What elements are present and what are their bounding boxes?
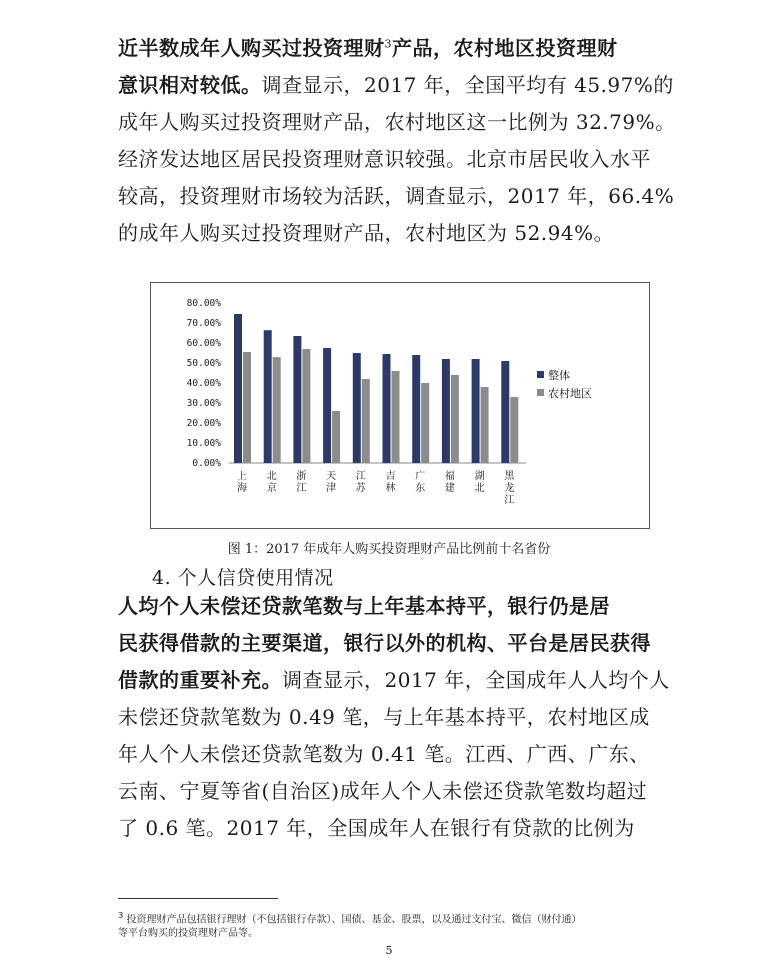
- bar-rural: [421, 383, 429, 463]
- section-heading: 4. 个人信贷使用情况: [152, 567, 334, 589]
- x-category-label: 福建: [444, 471, 455, 494]
- body-text: 调查显示，2017 年，全国成年人人均个人: [282, 668, 670, 692]
- bar-rural: [332, 411, 340, 463]
- bar-overall: [293, 336, 301, 463]
- x-category-label: 广东: [415, 471, 426, 494]
- legend-swatch: [537, 389, 544, 396]
- bar-overall: [353, 353, 361, 463]
- body-text: 调查显示，2017 年，全国平均有 45.97%的: [261, 73, 674, 97]
- paragraph-line: 年人个人未偿还贷款笔数为 0.41 笔。江西、广西、广东、: [118, 742, 650, 766]
- paragraph-line: [118, 30, 678, 67]
- page-number: 5: [385, 944, 393, 957]
- x-category-label: 北京: [266, 471, 277, 494]
- paragraph-credit: [118, 588, 678, 847]
- bar-rural: [510, 397, 518, 463]
- paragraph-line: 经济发达地区居民投资理财意识较强。北京市居民收入水平: [118, 147, 651, 171]
- footnote-text: 投资理财产品包括银行理财（不包括银行存款）、国债、基金、股票，以及通过支付宝、微信（财付通）: [126, 914, 582, 926]
- bold-text: 民获得借款的主要渠道，银行以外的机构、平台是居民获得: [118, 631, 651, 655]
- y-tick-label: 20.00%: [186, 418, 221, 429]
- bar-rural: [451, 375, 459, 463]
- bold-text: 产品，农村地区投资理财: [392, 36, 618, 60]
- paragraph-investment: [118, 30, 678, 252]
- legend-label: 整体: [548, 369, 570, 382]
- bar-overall: [323, 348, 331, 463]
- y-tick-label: 0.00%: [192, 458, 221, 469]
- bar-overall: [501, 361, 509, 463]
- bold-text: 意识相对较低。: [118, 73, 262, 97]
- x-category-label: 浙江: [296, 471, 307, 494]
- bar-overall: [264, 330, 272, 463]
- paragraph-line: 成年人购买过投资理财产品，农村地区这一比例为 32.79%。: [118, 110, 676, 134]
- legend-swatch: [537, 371, 544, 378]
- x-category-label: 湖北: [474, 471, 485, 494]
- y-tick-label: 40.00%: [186, 378, 221, 389]
- paragraph-line: [118, 662, 678, 699]
- y-tick-label: 60.00%: [186, 338, 221, 349]
- paragraph-line: 的成年人购买过投资理财产品，农村地区为 52.94%。: [118, 221, 615, 245]
- paragraph-line: 了 0.6 笔。2017 年，全国成年人在银行有贷款的比例为: [118, 816, 635, 840]
- paragraph-line: [118, 67, 678, 104]
- x-category-label: 天津: [326, 471, 337, 494]
- x-category-label: 吉林: [385, 471, 396, 494]
- bar-rural: [481, 387, 489, 463]
- x-category-label: 江苏: [355, 471, 366, 494]
- paragraph-line: 云南、宁夏等省(自治区)成年人个人未偿还贷款笔数均超过: [118, 779, 648, 803]
- x-category-label: 上海: [237, 471, 247, 494]
- footnote-marker[interactable]: 3: [384, 37, 392, 51]
- x-category-label: 黑龙江: [504, 471, 515, 506]
- y-tick-label: 70.00%: [186, 318, 221, 329]
- footnote-divider: [118, 898, 278, 899]
- legend-label: 农村地区: [548, 387, 592, 400]
- paragraph-line: [118, 588, 678, 625]
- footnote-marker: 3: [118, 910, 124, 920]
- figure-caption: 图 1：2017 年成年人购买投资理财产品比例前十名省份: [227, 542, 551, 557]
- y-tick-label: 50.00%: [186, 358, 221, 369]
- bold-text: 人均个人未偿还贷款笔数与上年基本持平，银行仍是居: [118, 594, 610, 618]
- bar-rural: [392, 371, 400, 463]
- paragraph-line: 未偿还贷款笔数为 0.49 笔，与上年基本持平，农村地区成: [118, 705, 650, 729]
- bold-text: 近半数成年人购买过投资理财: [118, 36, 385, 60]
- y-tick-label: 10.00%: [186, 438, 221, 449]
- bar-rural: [302, 349, 310, 463]
- bar-overall: [442, 359, 450, 463]
- bar-overall: [383, 354, 391, 463]
- y-tick-label: 80.00%: [186, 298, 221, 309]
- bar-overall: [234, 314, 242, 463]
- y-tick-label: 30.00%: [186, 398, 221, 409]
- bar-overall: [472, 359, 480, 463]
- paragraph-line: [118, 625, 678, 662]
- bar-chart: [151, 283, 649, 528]
- footnote-line: 等平台购买的投资理财产品等。: [118, 928, 258, 940]
- bar-rural: [362, 379, 370, 463]
- bold-text: 借款的重要补充。: [118, 668, 282, 692]
- chart-frame: [150, 282, 650, 529]
- footnote: [118, 908, 698, 941]
- bar-rural: [273, 357, 281, 463]
- bar-overall: [412, 355, 420, 463]
- paragraph-line: 较高，投资理财市场较为活跃，调查显示，2017 年，66.4%: [118, 184, 675, 208]
- footnote-line: [118, 908, 698, 927]
- bar-rural: [243, 352, 251, 463]
